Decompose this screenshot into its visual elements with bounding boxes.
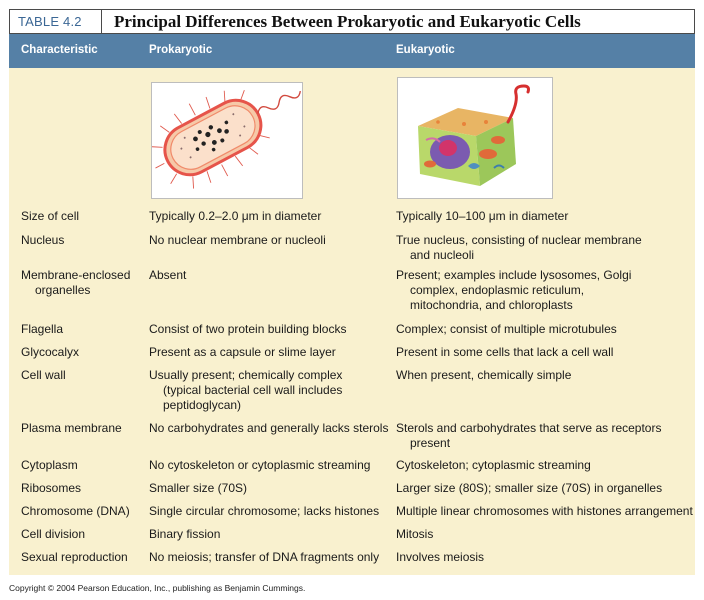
cell-line: Sexual reproduction (21, 550, 128, 564)
cell-line: present (410, 436, 451, 450)
cell-line: complex, endoplasmic reticulum, (410, 283, 585, 297)
cell-eukaryotic (396, 458, 691, 473)
cell-line: and nucleoli (410, 248, 475, 262)
cell-characteristic (21, 421, 143, 436)
cell-characteristic (21, 550, 143, 565)
cell-line: True nucleus, consisting of nuclear membrane (396, 233, 642, 247)
table-title: Principal Differences Between Prokaryotic and Eukaryotic Cells (114, 11, 581, 31)
cell-line: Usually present; chemically complex (149, 368, 343, 382)
cell-eukaryotic (396, 209, 691, 224)
cell-line: Plasma membrane (21, 421, 122, 435)
cell-eukaryotic (396, 527, 691, 542)
cell-eukaryotic (396, 421, 691, 451)
cell-line: Membrane-enclosed (21, 268, 131, 282)
cell-line: Typically 0.2–2.0 μm in diameter (149, 209, 322, 223)
cell-prokaryotic (149, 458, 394, 473)
column-header-row (9, 34, 695, 68)
cell-eukaryotic (396, 550, 691, 565)
cell-line: Larger size (80S); smaller size (70S) in organelles (396, 481, 663, 495)
copyright-notice: Copyright © 2004 Pearson Education, Inc., publishing as Benjamin Cummings. (9, 583, 306, 593)
cell-prokaryotic (149, 268, 394, 283)
cell-characteristic (21, 233, 143, 248)
cell-prokaryotic (149, 322, 394, 337)
cell-characteristic (21, 458, 143, 473)
cell-line: No meiosis; transfer of DNA fragments only (149, 550, 380, 564)
cell-line: Typically 10–100 μm in diameter (396, 209, 569, 223)
cell-eukaryotic (396, 322, 691, 337)
cell-prokaryotic (149, 233, 394, 248)
cell-line: Ribosomes (21, 481, 82, 495)
cell-line: No cytoskeleton or cytoplasmic streaming (149, 458, 371, 472)
cell-eukaryotic (396, 368, 691, 383)
cell-characteristic (21, 209, 143, 224)
cell-characteristic (21, 504, 143, 519)
cell-prokaryotic (149, 345, 394, 360)
cell-line: Mitosis (396, 527, 434, 541)
cell-characteristic (21, 481, 143, 496)
cell-prokaryotic (149, 421, 394, 436)
cell-line: Cytoskeleton; cytoplasmic streaming (396, 458, 591, 472)
cell-prokaryotic (149, 550, 394, 565)
cell-eukaryotic (396, 233, 691, 263)
cell-eukaryotic (396, 504, 691, 519)
cell-line: No nuclear membrane or nucleoli (149, 233, 326, 247)
cell-line: Nucleus (21, 233, 65, 247)
cell-eukaryotic (396, 345, 691, 360)
cell-line: organelles (35, 283, 91, 297)
column-header-characteristic: Characteristic (21, 44, 98, 56)
cell-line: Size of cell (21, 209, 80, 223)
comparison-table (9, 9, 695, 575)
cell-line: Present in some cells that lack a cell wall (396, 345, 614, 359)
cell-line: mitochondria, and chloroplasts (410, 298, 573, 312)
cell-line: Sterols and carbohydrates that serve as receptors (396, 421, 662, 435)
cell-prokaryotic (149, 504, 394, 519)
cell-eukaryotic (396, 268, 691, 313)
cell-line: Involves meiosis (396, 550, 485, 564)
cell-line: Cell division (21, 527, 86, 541)
cell-prokaryotic (149, 527, 394, 542)
cell-line: Flagella (21, 322, 64, 336)
cell-line: peptidoglycan) (163, 398, 242, 412)
cell-line: Present; examples include lysosomes, Golgi (396, 268, 632, 282)
cell-line: Consist of two protein building blocks (149, 322, 347, 336)
title-bar (9, 9, 695, 34)
table-number: TABLE 4.2 (10, 10, 102, 33)
column-header-eukaryotic: Eukaryotic (396, 44, 455, 56)
cell-prokaryotic (149, 209, 394, 224)
cell-prokaryotic (149, 481, 394, 496)
cell-line: Multiple linear chromosomes with histones arrangement (396, 504, 693, 518)
cell-characteristic (21, 345, 143, 360)
cell-line: Glycocalyx (21, 345, 80, 359)
cell-line: Cytoplasm (21, 458, 78, 472)
cell-prokaryotic (149, 368, 394, 413)
cell-line: When present, chemically simple (396, 368, 572, 382)
cell-line: Chromosome (DNA) (21, 504, 130, 518)
eukaryotic-cell-illustration (397, 77, 553, 199)
cell-characteristic (21, 527, 143, 542)
cell-characteristic (21, 368, 143, 383)
cell-characteristic (21, 268, 143, 298)
cell-line: (typical bacterial cell wall includes (163, 383, 343, 397)
cell-line: Cell wall (21, 368, 66, 382)
prokaryotic-cell-illustration (151, 82, 303, 199)
cell-line: Present as a capsule or slime layer (149, 345, 336, 359)
cell-line: Single circular chromosome; lacks histones (149, 504, 380, 518)
cell-eukaryotic (396, 481, 691, 496)
cell-line: Absent (149, 268, 187, 282)
cell-line: Complex; consist of multiple microtubules (396, 322, 617, 336)
cell-line: Binary fission (149, 527, 221, 541)
column-header-prokaryotic: Prokaryotic (149, 44, 213, 56)
cell-characteristic (21, 322, 143, 337)
cell-line: Smaller size (70S) (149, 481, 248, 495)
cell-line: No carbohydrates and generally lacks sterols (149, 421, 389, 435)
